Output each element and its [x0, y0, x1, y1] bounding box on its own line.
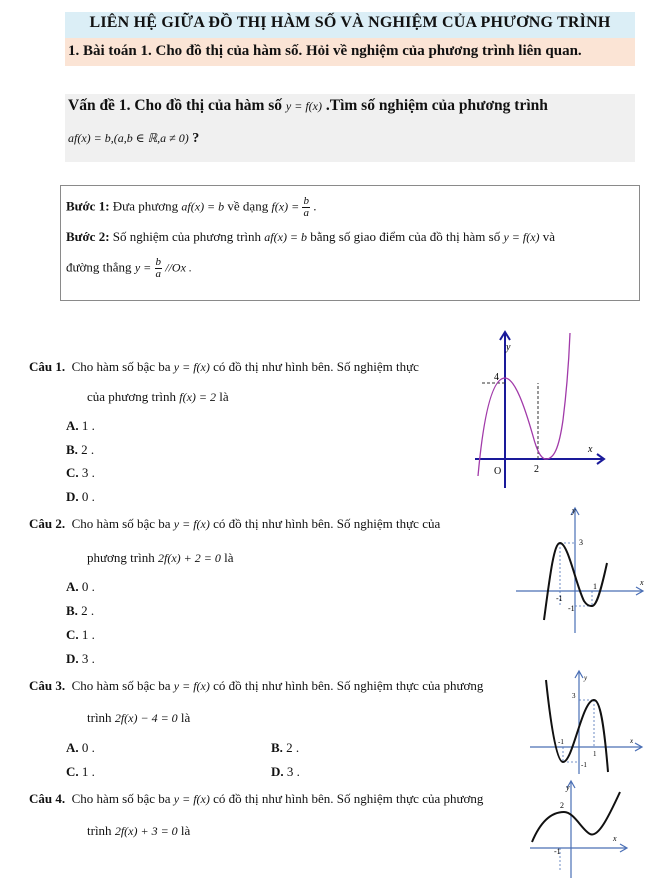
tick-label-3: 3 [572, 692, 576, 700]
option-value: 1 . [81, 627, 95, 642]
question-3-line-2 [87, 710, 190, 726]
y-label: y [584, 674, 588, 682]
question-2 [29, 516, 440, 532]
step-1-end: . [313, 198, 317, 214]
tick-label-1: 1 [593, 582, 597, 591]
function-curve [532, 792, 620, 842]
tick-label-minus-1-x: -1 [558, 738, 564, 746]
question-text-3: trình [87, 823, 112, 838]
step-2-math: af(x) = b [264, 230, 308, 244]
problem-question-mark: ? [192, 131, 200, 146]
answer-option-a[interactable] [66, 740, 95, 756]
question-text-3: trình [87, 710, 112, 725]
fraction-denominator: a [303, 207, 309, 219]
tick-label-2: 2 [534, 464, 539, 475]
option-letter: A. [66, 740, 79, 755]
option-value: 3 . [286, 764, 300, 779]
answer-option-b[interactable] [66, 603, 94, 619]
option-letter: D. [271, 764, 284, 779]
option-value: 2 . [286, 740, 300, 755]
question-text-4: là [224, 550, 234, 565]
answer-option-d[interactable] [66, 489, 95, 505]
question-label: Câu 1. [29, 359, 66, 374]
option-value: 1 . [81, 418, 95, 433]
option-value: 1 . [81, 764, 95, 779]
answer-option-a[interactable] [66, 579, 95, 595]
graph-4 [528, 778, 633, 880]
option-value: 0 . [81, 740, 95, 755]
option-letter: D. [66, 651, 79, 666]
x-label: x [640, 578, 644, 587]
option-value: 0 . [81, 489, 95, 504]
question-label: Câu 3. [29, 678, 66, 693]
function-curve [546, 680, 608, 772]
tick-label-minus-1-y: -1 [581, 761, 587, 769]
y-label: y [566, 783, 570, 792]
option-value: 3 . [81, 465, 95, 480]
answer-option-c[interactable] [66, 764, 95, 780]
section-heading: 1. Bài toán 1. Cho đồ thị của hàm số. Hỏi về nghiệm của phương trình liên quan. [68, 43, 582, 59]
question-math: y = f(x) [173, 679, 210, 693]
step-1-math-2: f(x) = [271, 199, 300, 214]
question-text: Cho hàm số bậc ba [71, 359, 171, 374]
origin-label: O [494, 466, 502, 477]
problem-math: y = f(x) [285, 99, 322, 113]
step-1-text: Đưa phương [112, 198, 179, 214]
question-math: y = f(x) [173, 360, 210, 374]
function-curve [478, 333, 570, 476]
tick-label-1: 1 [593, 750, 597, 758]
question-2-line-2 [87, 550, 233, 566]
option-value: 0 . [81, 579, 95, 594]
graph-1 [470, 328, 615, 488]
tick-label-3: 3 [579, 538, 583, 547]
step-1-text-2: về dạng [227, 198, 269, 214]
problem-line-1 [68, 97, 548, 115]
step-2-text: Số nghiệm của phương trình [112, 229, 262, 244]
question-text: Cho hàm số bậc ba [71, 678, 171, 693]
question-text-2: có đồ thị như hình bên. Số nghiệm thực của phương [213, 678, 484, 693]
option-letter: C. [66, 465, 79, 480]
problem-text-2: .Tìm số nghiệm của phương trình [325, 97, 548, 114]
step-2 [66, 229, 555, 245]
fraction-numerator: b [303, 195, 309, 207]
page-title: LIÊN HỆ GIỮA ĐỒ THỊ HÀM SỐ VÀ NGHIỆM CỦA PHƯƠNG TRÌNH [89, 14, 611, 31]
x-label: x [613, 834, 617, 843]
y-label: y [506, 342, 511, 353]
step-2-math-4: //Ox . [165, 260, 192, 275]
option-letter: B. [271, 740, 283, 755]
step-2-text-3: và [542, 229, 556, 244]
step-1-math: af(x) = b [181, 199, 225, 214]
question-1-line-2 [87, 389, 229, 405]
option-letter: B. [66, 603, 78, 618]
step-1 [66, 196, 316, 219]
question-4-line-2 [87, 823, 190, 839]
answer-option-c[interactable] [66, 465, 95, 481]
answer-option-b[interactable] [66, 442, 94, 458]
option-value: 2 . [81, 603, 95, 618]
option-letter: D. [66, 489, 79, 504]
question-text-4: là [180, 710, 191, 725]
question-label: Câu 4. [29, 791, 66, 806]
step-2-text-2: bằng số giao điểm của đồ thị hàm số [310, 229, 501, 244]
question-math: y = f(x) [173, 792, 210, 806]
answer-option-d[interactable] [271, 764, 300, 780]
answer-option-a[interactable] [66, 418, 95, 434]
question-equation: 2f(x) − 4 = 0 [114, 711, 178, 725]
option-letter: C. [66, 764, 79, 779]
question-text-4: là [180, 823, 191, 838]
y-label: y [572, 506, 576, 515]
fraction-numerator: b [155, 256, 161, 268]
question-math: y = f(x) [173, 517, 210, 531]
question-3 [29, 678, 483, 694]
question-equation: f(x) = 2 [179, 390, 217, 404]
tick-label-minus-1-x: -1 [556, 594, 563, 603]
option-letter: C. [66, 627, 79, 642]
tick-label-minus-1-y: -1 [568, 604, 575, 613]
option-letter: A. [66, 579, 79, 594]
question-equation: 2f(x) + 2 = 0 [157, 551, 221, 565]
answer-option-b[interactable] [271, 740, 299, 756]
question-equation: 2f(x) + 3 = 0 [114, 824, 178, 838]
step-1-fraction [302, 196, 310, 219]
graph-2 [514, 505, 654, 635]
step-2-text-4: đường thẳng [66, 259, 132, 275]
question-text-4: là [219, 389, 229, 404]
fraction-denominator: a [155, 268, 161, 280]
question-text: Cho hàm số bậc ba [71, 791, 171, 806]
step-2-math-2: y = f(x) [503, 230, 540, 244]
tick-label-minus-1: -1 [554, 847, 561, 856]
x-label: x [630, 737, 634, 745]
step-2-math-3: y = [134, 260, 152, 275]
option-letter: B. [66, 442, 78, 457]
question-4 [29, 791, 483, 807]
step-2-label: Bước 2: [66, 229, 110, 244]
problem-equation: af(x) = b,(a,b ∈ ℝ,a ≠ 0) [68, 131, 189, 145]
question-1 [29, 359, 419, 375]
question-text-3: phương trình [87, 550, 155, 565]
step-2-line-2 [66, 257, 192, 280]
option-value: 3 . [81, 651, 95, 666]
question-label: Câu 2. [29, 516, 66, 531]
graph-3 [528, 668, 648, 776]
question-text-3: của phương trình [87, 389, 177, 404]
problem-line-2 [68, 131, 199, 147]
answer-option-d[interactable] [66, 651, 95, 667]
option-value: 2 . [81, 442, 95, 457]
question-text: Cho hàm số bậc ba [71, 516, 171, 531]
tick-label-2: 2 [560, 801, 564, 810]
question-text-2: có đồ thị như hình bên. Số nghiệm thực của phương [213, 791, 484, 806]
tick-label-4: 4 [494, 372, 499, 383]
problem-text: Vấn đề 1. Cho đồ thị của hàm số [68, 97, 283, 114]
question-text-2: có đồ thị như hình bên. Số nghiệm thực [213, 359, 419, 374]
answer-option-c[interactable] [66, 627, 95, 643]
step-1-label: Bước 1: [66, 198, 110, 214]
step-2-fraction [155, 257, 163, 280]
option-letter: A. [66, 418, 79, 433]
question-text-2: có đồ thị như hình bên. Số nghiệm thực của [213, 516, 441, 531]
x-label: x [588, 444, 593, 455]
